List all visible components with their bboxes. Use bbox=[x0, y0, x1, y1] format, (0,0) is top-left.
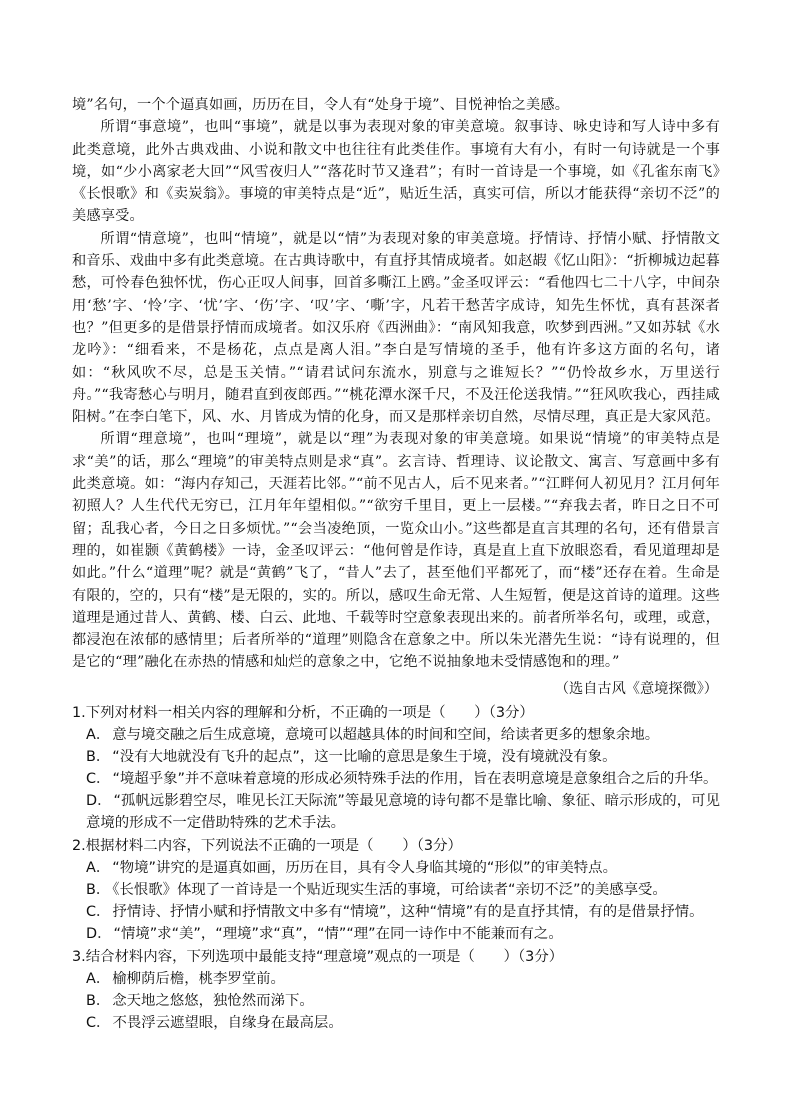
passage-paragraph-emotion-realm: 所谓“情意境”，也叫“情境”，就是以“情”为表现对象的审美意境。抒情诗、抒情小赋、抒情散文和音乐、戏曲中多有此类意境。在古典诗歌中，有直抒其情成境者。如赵嘏《忆山阳》：“折柳城边起暮愁，可怜春色独怀忧，伤心正叹人间事，回首多嘶江上鸥。”金圣叹评云：“看他四七二十八字，中间杂用‘愁’字、‘怜’字、‘忧’字、‘伤’字、‘叹’字、‘嘶’字，凡若干愁苦字成诗，知先生怀忧，真有甚深者也？”但更多的是借景抒情而成境者。如汉乐府《西洲曲》：“南风知我意，吹梦到西洲。”又如苏轼《水龙吟》：“细看来，不是杨花，点点是离人泪。”李白是写情境的圣手，他有许多这方面的名句，诸如：“秋风吹不尽，总是玉关情。”“请君试问东流水，别意与之谁短长？”“仍怜故乡水，万里送行舟。”“我寄愁心与明月，随君直到夜郎西。”“桃花潭水深千尺，不及汪伦送我情。”“狂风吹我心，西挂咸阳树。”在李白笔下，风、水、月皆成为情的化身，而又是那样亲切自然，尽情尽理，真正是大家风范。 bbox=[72, 230, 720, 426]
option-letter: B． bbox=[86, 881, 111, 898]
option-letter: D． bbox=[86, 792, 112, 809]
option-b bbox=[86, 879, 720, 901]
question-text: 根据材料二内容，下列说法不正确的一项是（ ）（3分） bbox=[85, 837, 462, 854]
option-letter: A． bbox=[86, 859, 111, 876]
option-c bbox=[86, 1012, 720, 1034]
passage-paragraph-reason-realm: 所谓“理意境”，也叫“理境”，就是以“理”为表现对象的审美意境。如果说“情境”的审美特点是求“美”的话，那么“理境”的审美特点则是求“真”。玄言诗、哲理诗、议论散文、寓言、写意画中多有此类意境。如：“海内存知己，天涯若比邻。”“前不见古人，后不见来者。”“江畔何人初见月？江月何年初照人？人生代代无穷已，江月年年望相似。”“欲穷千里目，更上一层楼。”“弃我去者，昨日之日不可留；乱我心者，今日之日多烦忧。”“会当凌绝顶，一览众山小。”这些都是直言其理的名句，还有借景言理的，如崔颢《黄鹤楼》一诗，金圣叹评云：“他何曾是作诗，真是直上直下放眼恣看，看见道理却是如此。”什么“道理”呢？就是“黄鹤”飞了，“昔人”去了，甚至他们平都死了，而“楼”还存在着。生命是有限的，空的，只有“楼”是无限的，实的。所以，感叹生命无常、人生短暂，便是这首诗的道理。这些道理是通过昔人、黄鹤、楼、白云、此地、千载等时空意象表现出来的。前者所举名句，或理，或意，都浸泡在浓郁的感情里；后者所举的“道理”则隐含在意象之中。所以朱光潜先生说：“诗有说理的，但是它的“理”融化在赤热的情感和灿烂的意象之中，它绝不说抽象地未受情感饱和的理。” bbox=[72, 431, 720, 671]
option-text: 意与境交融之后生成意境，意境可以超越具体的时间和空间，给读者更多的想象余地。 bbox=[112, 726, 660, 743]
option-text: “情境”求“美”，“理境”求“真”，“情”“理”在同一诗作中不能兼而有之。 bbox=[113, 925, 563, 942]
option-letter: A． bbox=[86, 970, 111, 987]
question-stem bbox=[72, 702, 720, 724]
option-text: 榆柳荫后檐，桃李罗堂前。 bbox=[112, 970, 285, 987]
passage-paragraph: 境”名句，一个个逼真如画，历历在目，令人有“处身于境”、目悦神怡之美感。 bbox=[72, 97, 570, 113]
option-letter: C． bbox=[86, 903, 111, 920]
option-letter: B． bbox=[86, 748, 111, 765]
option-text: 抒情诗、抒情小赋和抒情散文中多有“情境”，这种“情境”有的是直抒其情，有的是借景抒情。 bbox=[112, 903, 704, 920]
question-stem bbox=[72, 835, 720, 857]
question-3 bbox=[72, 946, 720, 1034]
option-text: 《长恨歌》体现了一首诗是一个贴近现实生活的事境，可给读者“亲切不泛”的美感享受。 bbox=[112, 881, 667, 898]
option-text: 念天地之悠悠，独怆然而涕下。 bbox=[112, 992, 314, 1009]
option-d bbox=[86, 790, 720, 834]
option-c bbox=[86, 768, 720, 790]
passage-paragraph-event-realm: 所谓“事意境”，也叫“事境”，就是以事为表现对象的审美意境。叙事诗、咏史诗和写人诗中多有此类意境，此外古典戏曲、小说和散文中也往往有此类佳作。事境有大有小，有时一句诗就是一个事境，如“少小离家老大回”“风雪夜归人”“落花时节又逢君”；有时一首诗是一个事境，如《孔雀东南飞》《长恨歌》和《卖炭翁》。事境的审美特点是“近”，贴近生活，真实可信，所以才能获得“亲切不泛”的美感享受。 bbox=[72, 119, 720, 225]
option-text: “孤帆远影碧空尽，唯见长江天际流”等最见意境的诗句都不是靠比喻、象征、暗示形成的，可见意境的形成不一定借助特殊的艺术手法。 bbox=[86, 792, 720, 831]
option-text: “物境”讲究的是逼真如画，历历在目，具有令人身临其境的“形似”的审美特点。 bbox=[112, 859, 617, 876]
option-letter: C． bbox=[86, 770, 111, 787]
question-number: 3. bbox=[72, 948, 86, 965]
option-b bbox=[86, 990, 720, 1012]
option-text: “没有大地就没有飞升的起点”，这一比喻的意思是象生于境，没有境就没有象。 bbox=[112, 748, 617, 765]
question-text: 结合材料内容，下列选项中最能支持“理意境”观点的一项是（ ）（3分） bbox=[85, 948, 564, 965]
option-letter: C． bbox=[86, 1014, 111, 1031]
option-c bbox=[86, 901, 720, 923]
option-d bbox=[86, 923, 720, 945]
option-a bbox=[86, 968, 720, 990]
option-letter: B． bbox=[86, 992, 111, 1009]
source-citation: （选自古风《意境探微》） bbox=[554, 680, 718, 697]
option-letter: D． bbox=[86, 925, 112, 942]
question-stem bbox=[72, 946, 720, 968]
option-a bbox=[86, 724, 720, 746]
question-text: 下列对材料一相关内容的理解和分析，不正确的一项是（ ）（3分） bbox=[85, 704, 534, 721]
option-a bbox=[86, 857, 720, 879]
question-number: 1. bbox=[72, 704, 86, 721]
document-page bbox=[72, 94, 720, 1034]
option-letter: A． bbox=[86, 726, 111, 743]
passage bbox=[72, 94, 720, 674]
option-text: 不畏浮云遮望眼，自缘身在最高层。 bbox=[112, 1014, 343, 1031]
question-number: 2. bbox=[72, 837, 86, 854]
question-2 bbox=[72, 835, 720, 945]
question-1 bbox=[72, 702, 720, 834]
option-b bbox=[86, 746, 720, 768]
option-text: “境超乎象”并不意味着意境的形成必须特殊手法的作用，旨在表明意境是意象组合之后的升华。 bbox=[112, 770, 718, 787]
